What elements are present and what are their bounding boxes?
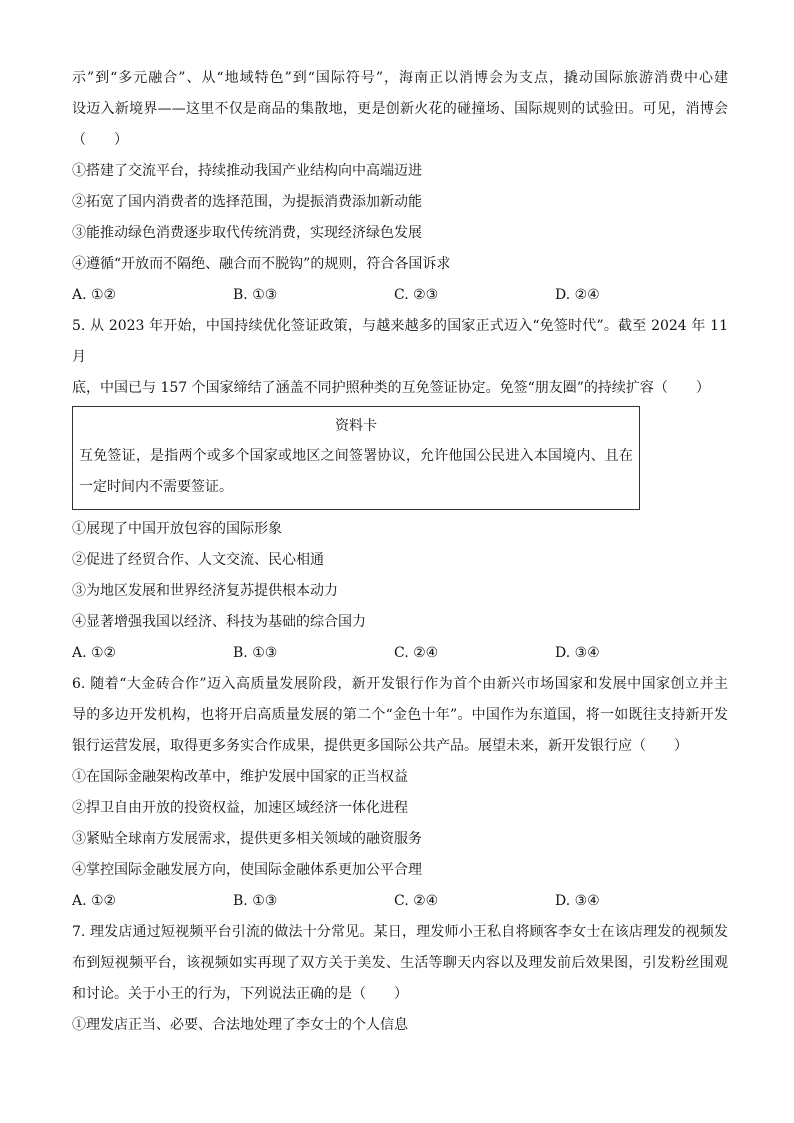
option-c[interactable]: C. ②④ xyxy=(394,645,439,661)
question-4-statements xyxy=(72,156,728,280)
statement: ①搭建了交流平台，持续推动我国产业结构向中高端迈进 xyxy=(72,163,422,179)
info-card-line: 互免签证，是指两个或多个国家或地区之间签署协议，允许他国公民进入本国境内、且在 xyxy=(79,448,633,464)
question-6-statements xyxy=(72,762,728,886)
option-b[interactable]: B. ①③ xyxy=(233,645,278,661)
stem-line: 5. 从 2023 年开始，中国持续优化签证政策，与越来越多的国家正式迈入“免签时代”。截至 2024 年 11 月 xyxy=(72,318,728,365)
option-c[interactable]: C. ②③ xyxy=(394,287,439,303)
stem-line: 设迈入新境界——这里不仅是商品的集散地，更是创新火花的碰撞场、国际规则的试验田。可见，消博会 xyxy=(72,101,728,117)
statement: ④掌控国际金融发展方向，使国际金融体系更加公平合理 xyxy=(72,862,422,878)
stem-line: 7. 理发店通过短视频平台引流的做法十分常见。某日，理发师小王私自将顾客李女士在该店理发的视频发 xyxy=(72,924,728,940)
option-d[interactable]: D. ②④ xyxy=(555,287,600,303)
statement: ②捍卫自由开放的投资权益，加速区域经济一体化进程 xyxy=(72,800,408,816)
answer-blank: （ ） xyxy=(72,132,128,148)
info-card-title: 资料卡 xyxy=(335,418,377,434)
statement: ②拓宽了国内消费者的选择范围，为提振消费添加新动能 xyxy=(72,194,422,210)
question-7-stem xyxy=(72,917,728,1010)
question-7-statements xyxy=(72,1010,728,1041)
stem-line: 6. 随着“大金砖合作”迈入高质量发展阶段，新开发银行作为首个由新兴市场国家和发展中国家创立并主 xyxy=(72,676,728,692)
question-5-options xyxy=(72,638,728,669)
stem-line: 布到短视频平台，该视频如实再现了双方关于美发、生活等聊天内容以及理发前后效果图，引发粉丝围观 xyxy=(72,955,728,971)
info-card xyxy=(72,406,640,510)
option-b[interactable]: B. ①③ xyxy=(233,287,278,303)
question-5-stem xyxy=(72,311,728,404)
stem-line: 导的多边开发机构，也将开启高质量发展的第二个“金色十年”。中国作为东道国，将一如既往支持新开发 xyxy=(72,707,728,723)
stem-line: 和讨论。关于小王的行为，下列说法正确的是（ ） xyxy=(72,986,408,1002)
statement: ②促进了经贸合作、人文交流、民心相通 xyxy=(72,552,324,568)
question-4-options xyxy=(72,280,728,311)
statement: ①展现了中国开放包容的国际形象 xyxy=(72,521,282,537)
stem-line: 示”到“多元融合”、从“地域特色”到“国际符号”，海南正以消博会为支点，撬动国际旅游消费中心建 xyxy=(72,70,728,86)
stem-line: 银行运营发展，取得更多务实合作成果，提供更多国际公共产品。展望未来，新开发银行应（ ） xyxy=(72,738,688,754)
statement: ③为地区发展和世界经济复苏提供根本动力 xyxy=(72,583,338,599)
question-6-options xyxy=(72,886,728,917)
option-b[interactable]: B. ①③ xyxy=(233,893,278,909)
statement: ④遵循“开放而不隔绝、融合而不脱钩”的规则，符合各国诉求 xyxy=(72,256,451,272)
statement: ③能推动绿色消费逐步取代传统消费，实现经济绿色发展 xyxy=(72,225,422,241)
option-d[interactable]: D. ③④ xyxy=(555,893,600,909)
exam-page xyxy=(72,63,728,1041)
question-6-stem xyxy=(72,669,728,762)
option-c[interactable]: C. ②④ xyxy=(394,893,439,909)
option-a[interactable]: A. ①② xyxy=(72,287,117,303)
stem-line: 底，中国已与 157 个国家缔结了涵盖不同护照种类的互免签证协定。免签“朋友圈”的持续扩容（ ） xyxy=(72,380,710,396)
option-a[interactable]: A. ①② xyxy=(72,893,117,909)
statement: ③紧贴全球南方发展需求，提供更多相关领域的融资服务 xyxy=(72,831,422,847)
statement: ④显著增强我国以经济、科技为基础的综合国力 xyxy=(72,614,366,630)
statement: ①在国际金融架构改革中，维护发展中国家的正当权益 xyxy=(72,769,408,785)
option-a[interactable]: A. ①② xyxy=(72,645,117,661)
option-d[interactable]: D. ③④ xyxy=(555,645,600,661)
question-5-statements xyxy=(72,514,728,638)
question-4-stem xyxy=(72,63,728,156)
statement: ①理发店正当、必要、合法地处理了李女士的个人信息 xyxy=(72,1017,408,1033)
info-card-line: 一定时间内不需要签证。 xyxy=(79,479,233,495)
